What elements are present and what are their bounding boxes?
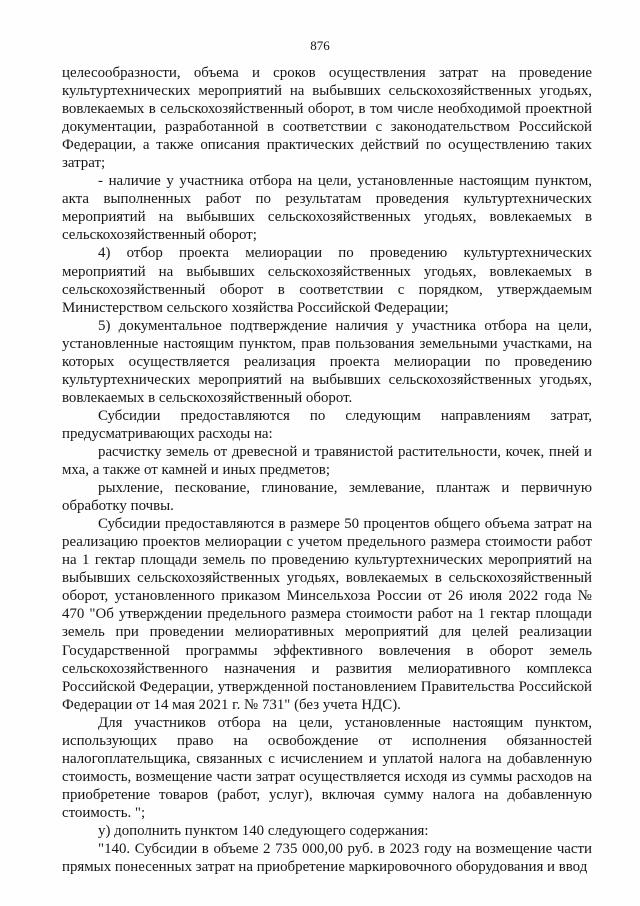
paragraph-item-4: 4) отбор проекта мелиорации по проведению культуртехнических мероприятий на выбывших сельскохозяйственных угодьях, вовлекаемых в сельскохозяйственный оборот в соответствии с порядком, утверждаемым Министерством сельского хозяйства Российской Федерации;	[62, 245, 592, 316]
paragraph-vat-exemption: Для участников отбора на цели, установленные настоящим пунктом, использующих право на освобождение от исполнения обязанностей налогоплательщика, связанных с исчислением и уплатой налога на добавленную стоимость, возмещение части затрат осуществляется исходя из суммы расходов на приобретение товаров (работ, услуг), включая сумму налога на добавленную стоимость. ";	[62, 714, 592, 821]
paragraph-loosening: рыхление, пескование, глинование, землевание, плантаж и первичную обработку почвы.	[62, 480, 592, 515]
document-body	[62, 64, 592, 876]
paragraph-clearing: расчистку земель от древесной и травянистой растительности, кочек, пней и мха, а также от камней и иных предметов;	[62, 443, 592, 479]
page-number: 876	[310, 38, 330, 53]
paragraph-continuation: целесообразности, объема и сроков осуществления затрат на проведение культуртехнических мероприятий на выбывших сельскохозяйственных угодьях, вовлекаемых в сельскохозяйственный оборот, в том числе необходимой проектной документации, разработанной в соответствии с законодательством Российской Федерации, а также описания практических действий по осуществлению таких затрат;	[62, 65, 592, 172]
paragraph-amendment-140: у) дополнить пунктом 140 следующего содержания:	[98, 822, 429, 839]
paragraph-act-of-works: - наличие у участника отбора на цели, установленные настоящим пунктом, акта выполненных работ по результатам проведения культуртехнических мероприятий на выбывших сельскохозяйственных угодьях, вовлекаемых в сельскохозяйственный оборот;	[62, 173, 592, 244]
paragraph-subsidy-directions: Субсидии предоставляются по следующим направлениям затрат, предусматривающих расходы на:	[62, 407, 592, 442]
paragraph-subsidy-size: Субсидии предоставляются в размере 50 процентов общего объема затрат на реализацию проектов мелиорации с учетом предельного размера стоимости работ на 1 гектар площади земель по проведению культуртехнических мероприятий на выбывших сельскохозяйственных угодьях, вовлекаемых в сельскохозяйственный оборот, установленного приказом Минсельхоза России от 26 июля 2022 года № 470 "Об утверждении предельного размера стоимости работ на 1 гектар площади земель при проведении мелиоративных мероприятий для целей реализации Государственной программы эффективного вовлечения в оборот земель сельскохозяйственного назначения и развития мелиоративного комплекса Российской Федерации, утвержденной постановлением Правительства Российской Федерации от 14 мая 2021 г. № 731" (без учета НДС).	[62, 516, 592, 713]
paragraph-clause-140: "140. Субсидии в объеме 2 735 000,00 руб. в 2023 году на возмещение части прямых понесенных затрат на приобретение маркировочного оборудования и ввод	[62, 841, 592, 876]
paragraph-item-5: 5) документальное подтверждение наличия у участника отбора на цели, установленные настоящим пунктом, прав пользования земельными участками, на которых осуществляется реализация проекта мелиорации по проведению культуртехнических мероприятий на выбывших сельскохозяйственных угодьях, вовлекаемых в сельскохозяйственный оборот.	[62, 317, 592, 406]
